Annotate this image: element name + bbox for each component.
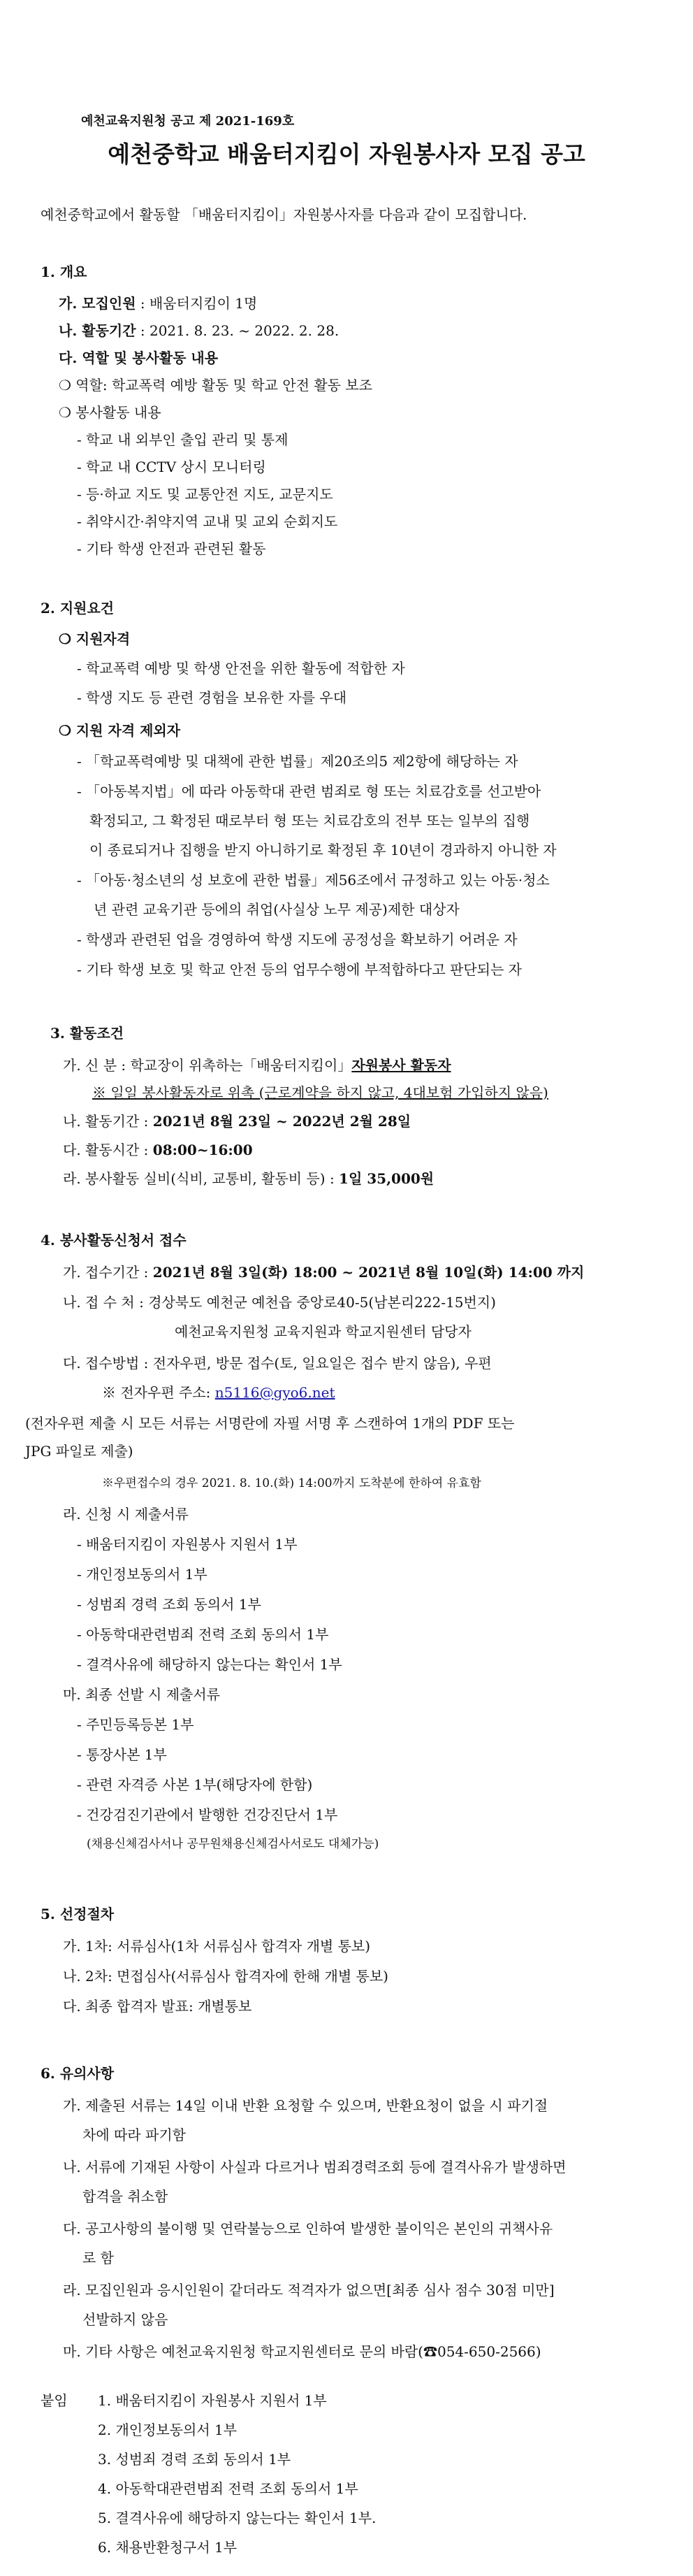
s3-note: ※ 일일 봉사활동자로 위촉 (근로계약을 하지 않고, 4대보험 가입하지 않음) [92, 1084, 548, 1101]
s3-allowance: 라. 봉사활동 실비(식비, 교통비, 활동비 등) : 1일 35,000원 [63, 1170, 435, 1187]
s4-final-docs-heading: 마. 최종 선발 시 제출서류 [63, 1686, 220, 1703]
list-item: 가. 1차: 서류심사(1차 서류심사 합격자 개별 통보) [63, 1938, 371, 1955]
s4-submission-method: 다. 접수방법 : 전자우편, 방문 접수(토, 일요일은 접수 받지 않음), 우편 [63, 1355, 492, 1372]
page-title: 예천중학교 배움터지킴이 자원봉사자 모집 공고 [108, 141, 585, 168]
list-item: - 배움터지킴이 자원봉사 지원서 1부 [77, 1536, 298, 1553]
list-item: - 「아동복지법」에 따라 아동학대 관련 범죄로 형 또는 치료감호를 선고받아 [77, 783, 541, 800]
list-item: 나. 2차: 면접심사(서류심사 합격자에 한해 개별 통보) [63, 1968, 388, 1985]
s4-email-line: ※ 전자우편 주소: n5116@gyo6.net [102, 1384, 335, 1401]
document-number: 예천교육지원청 공고 제 2021-169호 [81, 114, 295, 129]
s4-submission-office: 예천교육지원청 교육지원과 학교지원센터 담당자 [175, 1323, 472, 1340]
list-item-continued: 선발하지 않음 [82, 2311, 168, 2328]
list-item: - 주민등록등본 1부 [77, 1716, 194, 1733]
s1-role-heading: 다. 역할 및 봉사활동 내용 [59, 350, 219, 366]
s3-activity-period: 나. 활동기간 : 2021년 8월 23일 ~ 2022년 2월 28일 [63, 1113, 411, 1130]
list-item: - 성범죄 경력 조회 동의서 1부 [77, 1596, 261, 1613]
list-item: - 학교 내 CCTV 상시 모니터링 [77, 459, 266, 475]
s4-final-docs-note: (채용신체검사서나 공무원채용신체검사서로도 대체가능) [87, 1837, 379, 1851]
attachment-item: 1. 배움터지킴이 자원봉사 지원서 1부 [98, 2392, 327, 2409]
list-item: - 등·하교 지도 및 교통안전 지도, 교문지도 [77, 486, 333, 503]
list-item-continued: 합격을 취소함 [82, 2188, 168, 2205]
list-item: - 학생과 관련된 업을 경영하여 학생 지도에 공정성을 확보하기 어려운 자 [77, 931, 518, 948]
section-1-heading: 1. 개요 [41, 264, 87, 280]
list-item: - 아동학대관련범죄 전력 조회 동의서 1부 [77, 1626, 329, 1643]
list-item: 다. 최종 합격자 발표: 개별통보 [63, 1998, 252, 2015]
list-item: - 학교 내 외부인 출입 관리 및 통제 [77, 431, 289, 448]
list-item: - 취약시간·취약지역 교내 및 교외 순회지도 [77, 513, 338, 530]
s2-qualification-heading: ❍ 지원자격 [59, 631, 131, 647]
list-item: 마. 기타 사항은 예천교육지원청 학교지원센터로 문의 바람(☎054-650-2566) [63, 2343, 541, 2360]
s4-email-notice-cont: JPG 파일로 제출) [25, 1443, 133, 1460]
s4-submission-address: 나. 접 수 처 : 경상북도 예천군 예천읍 중앙로40-5(남본리222-15번지) [63, 1294, 496, 1311]
list-item-continued: 확정되고, 그 확정된 때로부터 형 또는 치료감호의 전부 또는 일부의 집행 [89, 812, 530, 829]
list-item-continued: 년 관련 교육기관 등에의 취업(사실상 노무 제공)제한 대상자 [94, 901, 460, 918]
list-item-continued: 이 종료되거나 집행을 받지 아니하기로 확정된 후 10년이 경과하지 아니한 자 [89, 842, 557, 858]
attachment-item: 2. 개인정보동의서 1부 [98, 2422, 238, 2438]
email-link[interactable]: n5116@gyo6.net [214, 1384, 335, 1401]
s1-recruit-count: 가. 모집인원 : 배움터지킴이 1명 [59, 295, 258, 312]
s3-status: 가. 신 분 : 학교장이 위촉하는「배움터지킴이」자원봉사 활동자 [63, 1057, 451, 1074]
list-item: - 「아동·청소년의 성 보호에 관한 법률」제56조에서 규정하고 있는 아동·청소 [77, 872, 550, 888]
list-item-continued: 로 함 [82, 2250, 114, 2266]
section-4-heading: 4. 봉사활동신청서 접수 [41, 1232, 187, 1249]
s1-activity-period: 나. 활동기간 : 2021. 8. 23. ~ 2022. 2. 28. [59, 322, 340, 339]
section-6-heading: 6. 유의사항 [41, 2065, 115, 2082]
attachment-item: 6. 채용반환청구서 1부 [98, 2539, 238, 2556]
attachment-label: 붙임 [41, 2392, 68, 2409]
list-item: - 결격사유에 해당하지 않는다는 확인서 1부 [77, 1656, 342, 1673]
s3-activity-hours: 다. 활동시간 : 08:00~16:00 [63, 1142, 253, 1158]
attachment-item: 3. 성범죄 경력 조회 동의서 1부 [98, 2451, 291, 2468]
list-item: - 기타 학생 보호 및 학교 안전 등의 업무수행에 부적합하다고 판단되는 자 [77, 961, 522, 978]
list-item: 나. 서류에 기재된 사항이 사실과 다르거나 범죄경력조회 등에 결격사유가 발생하면 [63, 2159, 567, 2175]
list-item: - 학생 지도 등 관련 경험을 보유한 자를 우대 [77, 689, 347, 706]
attachment-item: 4. 아동학대관련범죄 전력 조회 동의서 1부 [98, 2480, 358, 2497]
list-item: 다. 공고사항의 불이행 및 연락불능으로 인하여 발생한 불이익은 본인의 귀책사유 [63, 2220, 553, 2237]
list-item: - 관련 자격증 사본 1부(해당자에 한함) [77, 1776, 313, 1793]
attachment-item: 5. 결격사유에 해당하지 않는다는 확인서 1부. [98, 2510, 377, 2526]
intro-text: 예천중학교에서 활동할 「배움터지킴이」자원봉사자를 다음과 같이 모집합니다. [41, 206, 527, 223]
list-item: - 건강검진기관에서 발행한 건강진단서 1부 [77, 1806, 338, 1823]
list-item: - 학교폭력 예방 및 학생 안전을 위한 활동에 적합한 자 [77, 660, 405, 677]
s4-mail-note: ※우편접수의 경우 2021. 8. 10.(화) 14:00까지 도착분에 한하여 유효함 [102, 1476, 481, 1490]
list-item: - 개인정보동의서 1부 [77, 1566, 207, 1583]
list-item: - 「학교폭력예방 및 대책에 관한 법률」제20조의5 제2항에 해당하는 자 [77, 753, 518, 770]
s2-exclusion-heading: ❍ 지원 자격 제외자 [59, 722, 181, 739]
s4-email-notice: (전자우편 제출 시 모든 서류는 서명란에 자필 서명 후 스캔하여 1개의 PDF 또는 [25, 1415, 515, 1432]
section-3-heading: 3. 활동조건 [50, 1025, 124, 1042]
s1-content-heading: ❍ 봉사활동 내용 [59, 404, 161, 421]
list-item-continued: 차에 따라 파기함 [82, 2127, 186, 2143]
list-item: 라. 모집인원과 응시인원이 같더라도 적격자가 없으면[최종 심사 점수 30점 미만] [63, 2282, 555, 2298]
list-item: - 기타 학생 안전과 관련된 활동 [77, 540, 266, 557]
list-item: 가. 제출된 서류는 14일 이내 반환 요청할 수 있으며, 반환요청이 없을 시 파기절 [63, 2097, 548, 2114]
s4-application-period: 가. 접수기간 : 2021년 8월 3일(화) 18:00 ~ 2021년 8월 10일(화) 14:00 까지 [63, 1264, 585, 1281]
section-5-heading: 5. 선정절차 [41, 1906, 115, 1922]
section-2-heading: 2. 지원요건 [41, 600, 115, 617]
s1-role: ❍ 역할: 학교폭력 예방 활동 및 학교 안전 활동 보조 [59, 377, 372, 394]
list-item: - 통장사본 1부 [77, 1746, 167, 1763]
s4-required-docs-heading: 라. 신청 시 제출서류 [63, 1506, 189, 1523]
